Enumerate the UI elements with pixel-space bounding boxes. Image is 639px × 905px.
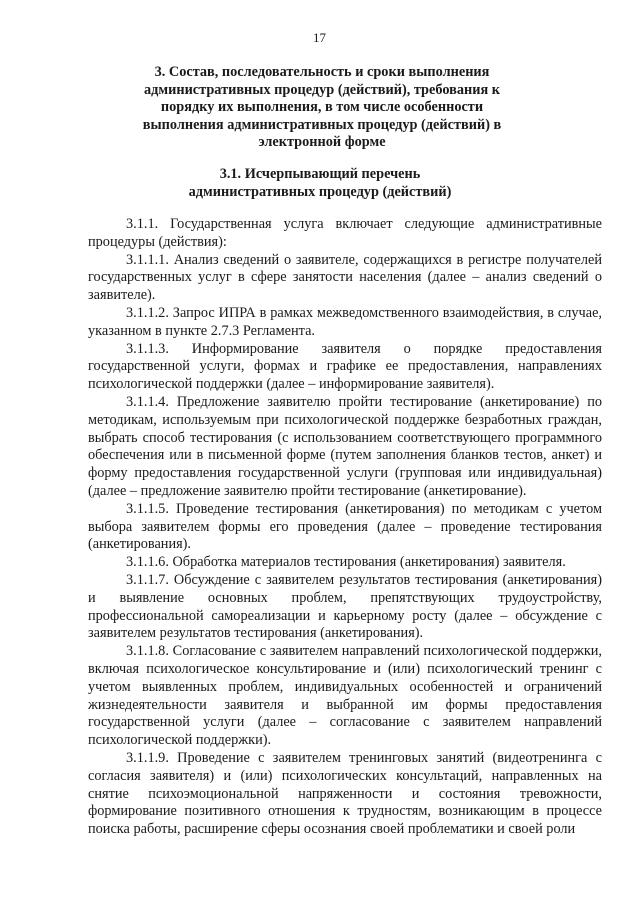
body-text <box>88 216 602 839</box>
subsection-heading: 3.1. Исчерпывающий перечень административных процедур (действий) <box>188 166 452 200</box>
paragraph-3-1-1-1: 3.1.1.1. Анализ сведений о заявителе, содержащихся в регистре получателей государственных услуг в сфере занятости населения (далее – анализ сведений о заявителе). <box>88 251 602 304</box>
paragraph-3-1-1-5: 3.1.1.5. Проведение тестирования (анкетирования) по методикам с учетом выбора заявителем формы его проведения (далее – проведение тестирования (анкетирования). <box>88 500 602 553</box>
paragraph-3-1-1-3: 3.1.1.3. Информирование заявителя о порядке предоставления государственной услуги, формах и графике ее предоставления, направлениях психологической поддержки (далее – информирование заявителя). <box>88 340 602 393</box>
page-number: 17 <box>313 30 326 45</box>
paragraph-3-1-1-7: 3.1.1.7. Обсуждение с заявителем результатов тестирования (анкетирования) и выявление основных проблем, препятствующих трудоустройству, профессиональной самореализации и карьерному росту (далее – обсуждение с заявителем результатов тестирования (анкетирования). <box>88 571 602 642</box>
paragraph-3-1-1-4: 3.1.1.4. Предложение заявителю пройти тестирование (анкетирование) по методикам, используемым при психологической поддержке безработных граждан, выбрать способ тестирования (с использованием соответствующего программного обеспечения или в письменной форме (путем заполнения бланков тестов, анкет) и форму предоставления государственной услуги (групповая или индивидуальная) (далее – предложение заявителю пройти тестирование (анкетирование). <box>88 393 602 499</box>
section-heading: 3. Состав, последовательность и сроки выполнения административных процедур (действий), требования к порядку их выполнения, в том числе особенности выполнения административных процедур (действий) в электронной форме <box>142 64 502 151</box>
paragraph-3-1-1-9: 3.1.1.9. Проведение с заявителем тренинговых занятий (видеотренинга с согласия заявителя) и (или) психологических консультаций, направленных на снятие психоэмоциональной напряженности и состояния тревожности, формирование позитивного отношения к трудностям, возникающим в процессе поиска работы, расширение сферы осознания своей проблематики и своей роли <box>88 749 602 838</box>
paragraph-3-1-1-6: 3.1.1.6. Обработка материалов тестирования (анкетирования) заявителя. <box>126 554 566 571</box>
paragraph-3-1-1-8: 3.1.1.8. Согласование с заявителем направлений психологической поддержки, включая психологическое консультирование и (или) психологический тренинг с учетом выявленных проблем, индивидуальных особенностей и ограничений жизнедеятельности заявителя и выбранной им формы предоставления государственной услуги (далее – согласование с заявителем направлений психологической поддержки). <box>88 643 602 749</box>
paragraph-3-1-1-2: 3.1.1.2. Запрос ИПРА в рамках межведомственного взаимодействия, в случае, указанном в пункте 2.7.3 Регламента. <box>88 304 602 339</box>
paragraph-3-1-1: 3.1.1. Государственная услуга включает следующие административные процедуры (действия): <box>88 216 602 250</box>
